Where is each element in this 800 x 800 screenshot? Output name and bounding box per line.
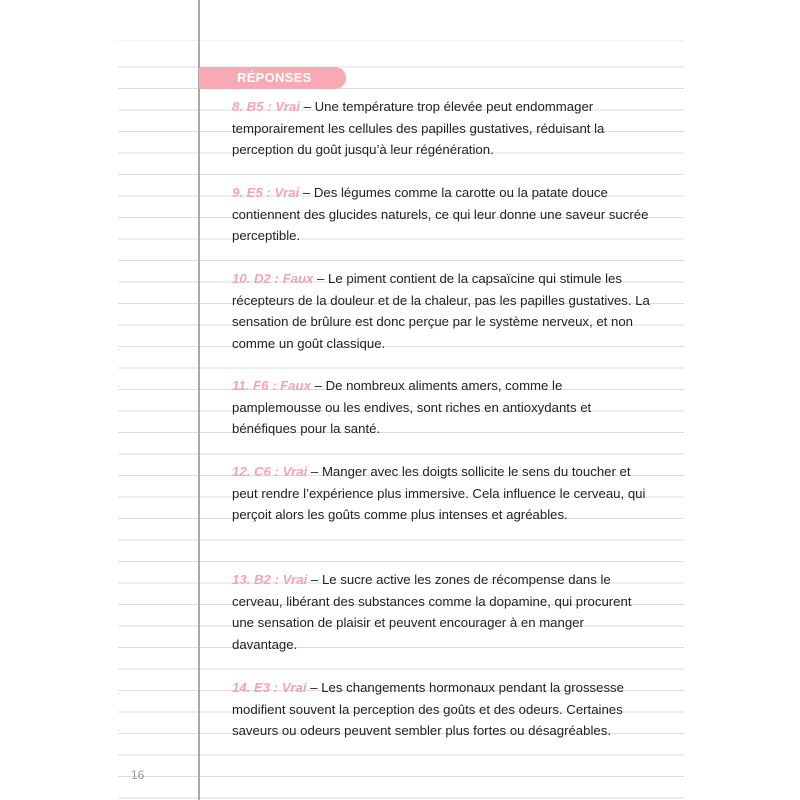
answer-14 [232,677,652,742]
answer-text: Une température trop élevée peut endommager temporairement les cellules des papilles gustatives, réduisant la perception du goût jusqu’à leur régénération. [232,99,605,157]
answer-12 [232,461,652,526]
answer-separator: – [310,378,326,393]
answer-text: Le sucre active les zones de récompense dans le cerveau, libérant des substances comme la dopamine, qui procurent une sensation de plaisir et peuvent encourager à en manger davantage. [232,572,632,652]
answer-separator: – [307,464,322,479]
margin-line [198,0,200,800]
answer-head: 9. E5 : Vrai [232,185,300,200]
answer-10 [232,268,652,354]
answer-text: Les changements hormonaux pendant la grossesse modifient souvent la perception des goûts et des odeurs. Certaines saveurs ou odeurs peuvent sembler plus fortes ou désagréables. [232,680,624,738]
answer-9 [232,182,652,247]
answer-head: 8. B5 : Vrai [232,99,300,114]
answer-11 [232,375,652,440]
section-title: RÉPONSES [237,70,312,85]
page-top-area [0,0,800,62]
answer-head: 12. C6 : Vrai [232,464,308,479]
left-page-edge [0,0,118,800]
faint-top-rule [118,40,684,41]
answer-text: Manger avec les doigts sollicite le sens du toucher et peut rendre l’expérience plus immersive. Cela influence le cerveau, qui perçoit alors les goûts comme plus intenses et agréables. [232,464,646,522]
answer-text: De nombreux aliments amers, comme le pamplemousse ou les endives, sont riches en antioxydants et bénéfiques pour la santé. [232,378,592,436]
answer-text: Des légumes comme la carotte ou la patate douce contiennent des glucides naturels, ce qui leur donne une saveur sucrée perceptible. [232,185,649,243]
answer-separator: – [299,99,315,114]
answer-separator: – [299,185,314,200]
page-number: 16 [131,768,145,782]
answer-13 [232,569,652,655]
answer-head: 11. F6 : Faux [232,378,311,393]
answer-head: 10. D2 : Faux [232,271,314,286]
right-page-edge [684,0,800,800]
answer-separator: – [306,680,322,695]
answer-separator: – [307,572,322,587]
answer-text: Le piment contient de la capsaïcine qui stimule les récepteurs de la douleur et de la chaleur, pas les papilles gustatives. La sensation de brûlure est donc perçue par le système nerveux, et non comme un goût classique. [232,271,650,351]
answer-head: 13. B2 : Vrai [232,572,308,587]
answer-separator: – [313,271,329,286]
answer-head: 14. E3 : Vrai [232,680,307,695]
answer-8 [232,96,652,161]
